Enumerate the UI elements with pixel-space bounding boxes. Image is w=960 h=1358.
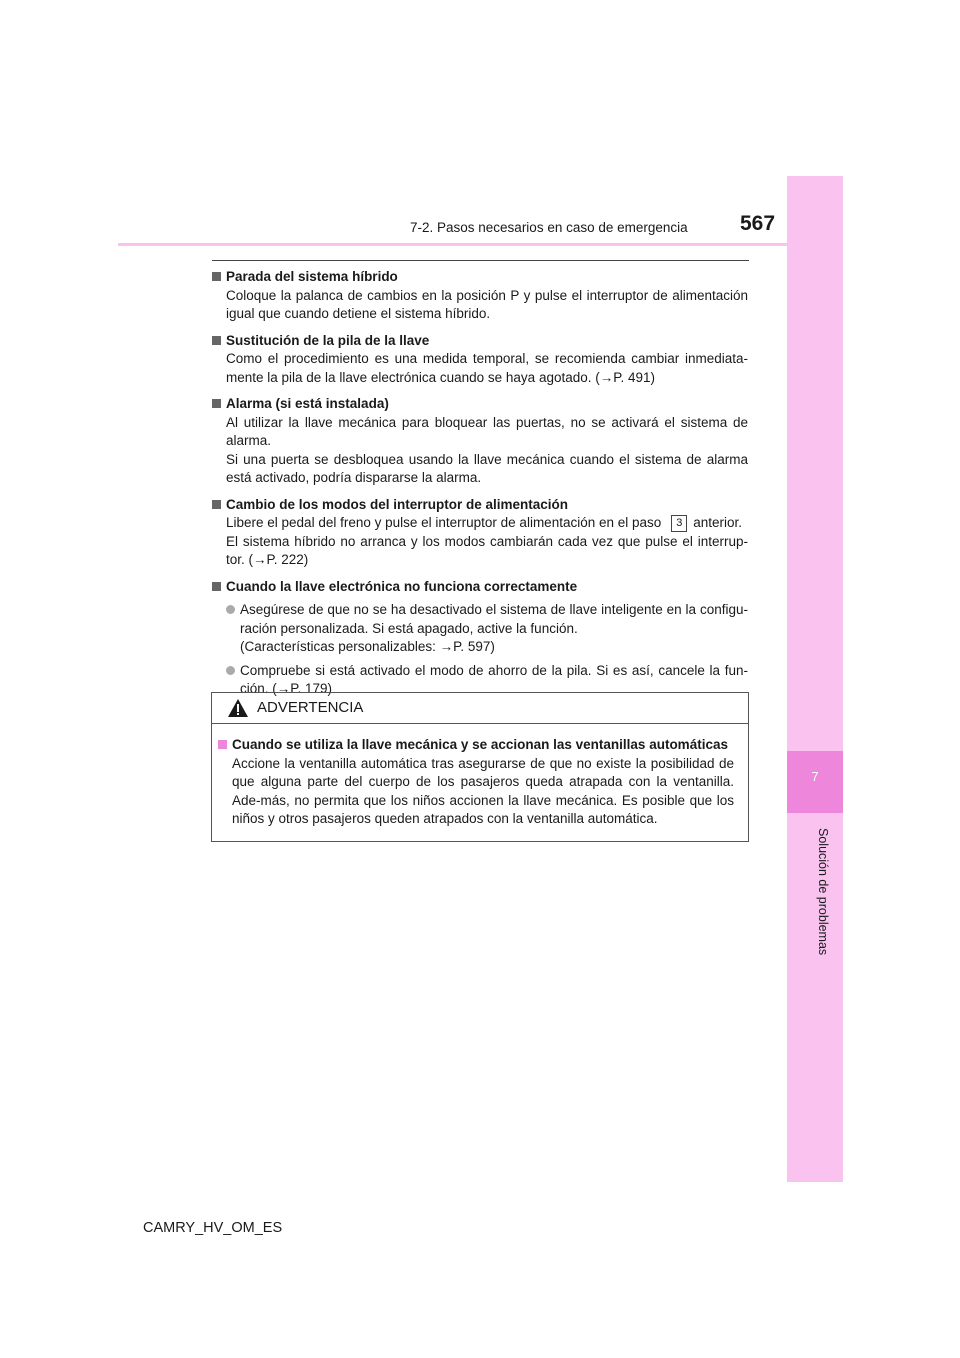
info-item [212,268,748,324]
square-bullet-icon [212,582,221,591]
warning-heading: Cuando se utiliza la llave mecánica y se accionan las ventanillas automáticas [218,736,734,755]
item-text: Al utilizar la llave mecánica para bloquear las puertas, no se activará el sistema de alarma. [226,414,748,448]
warning-text: Accione la ventanilla automática tras asegurarse de que no existe la posibilidad de que alguna parte del cuerpo de los pasajeros queda atrapada con la ventanilla. Ade-más, no permita que los niños accionen la llave mecánica. Es posible que los niños y otros pasajeros queden atrapados con la ventanilla automática. [232,755,734,826]
step-number-badge: 3 [671,515,687,532]
page-number: 567 [740,212,776,235]
section-divider [212,260,749,261]
info-item [212,578,748,699]
square-bullet-icon [218,740,227,749]
item-heading: Cambio de los modos del interruptor de alimentación [212,496,748,515]
item-text: Libere el pedal del freno y pulse el interruptor de alimentación en el paso 3 anterior. [226,515,743,530]
document-code: CAMRY_HV_OM_ES [143,1220,283,1236]
item-heading: Cuando la llave electrónica no funciona correctamente [212,578,748,597]
header-divider [118,243,843,246]
warning-box [211,692,749,842]
square-bullet-icon [212,336,221,345]
list-item: Asegúrese de que no se ha desactivado el sistema de llave inteligente en la configu-ración personalizada. Si está apagado, active la función. (Características personalizables: →P. 597) [212,601,748,657]
item-text: Como el procedimiento es una medida temporal, se recomienda cambiar inmediata-mente la pila de la llave electrónica cuando se haya agotado. (→P. 491) [226,351,748,385]
item-heading: Sustitución de la pila de la llave [212,332,748,351]
warning-label: ADVERTENCIA [257,699,364,716]
circle-bullet-icon [226,666,235,675]
chapter-number: 7 [811,769,819,784]
square-bullet-icon [212,399,221,408]
section-title: 7-2. Pasos necesarios en caso de emergencia [410,220,688,235]
info-item [212,332,748,388]
list-item: Compruebe si está activado el modo de ahorro de la pila. Si es así, cancele la fun-ción. (→P. 179) [212,662,748,699]
item-heading: Alarma (si está instalada) [212,395,748,414]
square-bullet-icon [212,272,221,281]
item-heading: Parada del sistema híbrido [212,268,748,287]
chapter-side-tab [787,176,843,1182]
info-item [212,395,748,488]
square-bullet-icon [212,500,221,509]
info-item [212,496,748,570]
warning-triangle-icon [227,698,249,718]
warning-content [212,724,748,829]
circle-bullet-icon [226,605,235,614]
warning-header [212,693,748,724]
main-content [212,268,748,707]
item-text: Si una puerta se desbloquea usando la llave mecánica cuando el sistema de alarma está activado, podría dispararse la alarma. [226,451,748,485]
item-text: Coloque la palanca de cambios en la posición P y pulse el interruptor de alimentación igual que cuando detiene el sistema híbrido. [226,287,748,321]
item-text: El sistema híbrido no arranca y los modos cambiarán cada vez que pulse el interrup-tor. (→P. 222) [226,533,748,567]
chapter-title: Solución de problemas [816,828,830,956]
